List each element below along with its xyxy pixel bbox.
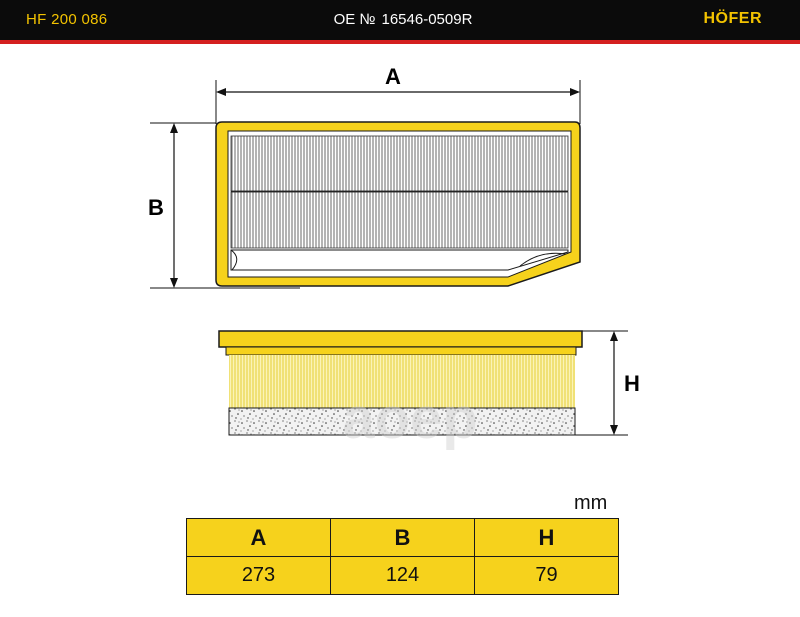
table-value-b: 124	[331, 557, 475, 595]
watermark: aoep	[342, 386, 478, 451]
table-header-b: B	[331, 519, 475, 557]
table-header-row	[187, 519, 619, 557]
dimension-h	[575, 331, 640, 435]
dimension-h-label: H	[624, 371, 640, 396]
unit-label: mm	[574, 492, 608, 514]
table-value-h: 79	[475, 557, 619, 595]
table-value-a: 273	[187, 557, 331, 595]
dimension-a-label: A	[385, 64, 401, 89]
oe-number-line	[0, 11, 800, 28]
table-row	[187, 557, 619, 595]
filter-drawing	[0, 44, 800, 464]
dimensions-table	[186, 518, 619, 595]
dimension-b-label: B	[148, 195, 164, 220]
oe-number: 16546-0509R	[381, 11, 473, 28]
table-header-h: H	[475, 519, 619, 557]
dimension-a	[216, 64, 580, 124]
filter-top-view	[216, 122, 580, 286]
table-header-a: A	[187, 519, 331, 557]
header-bar	[0, 0, 800, 44]
part-number: HF 200 086	[26, 11, 108, 28]
brand-logo: HÖFER	[703, 10, 762, 27]
oe-label: OE №	[333, 11, 376, 28]
